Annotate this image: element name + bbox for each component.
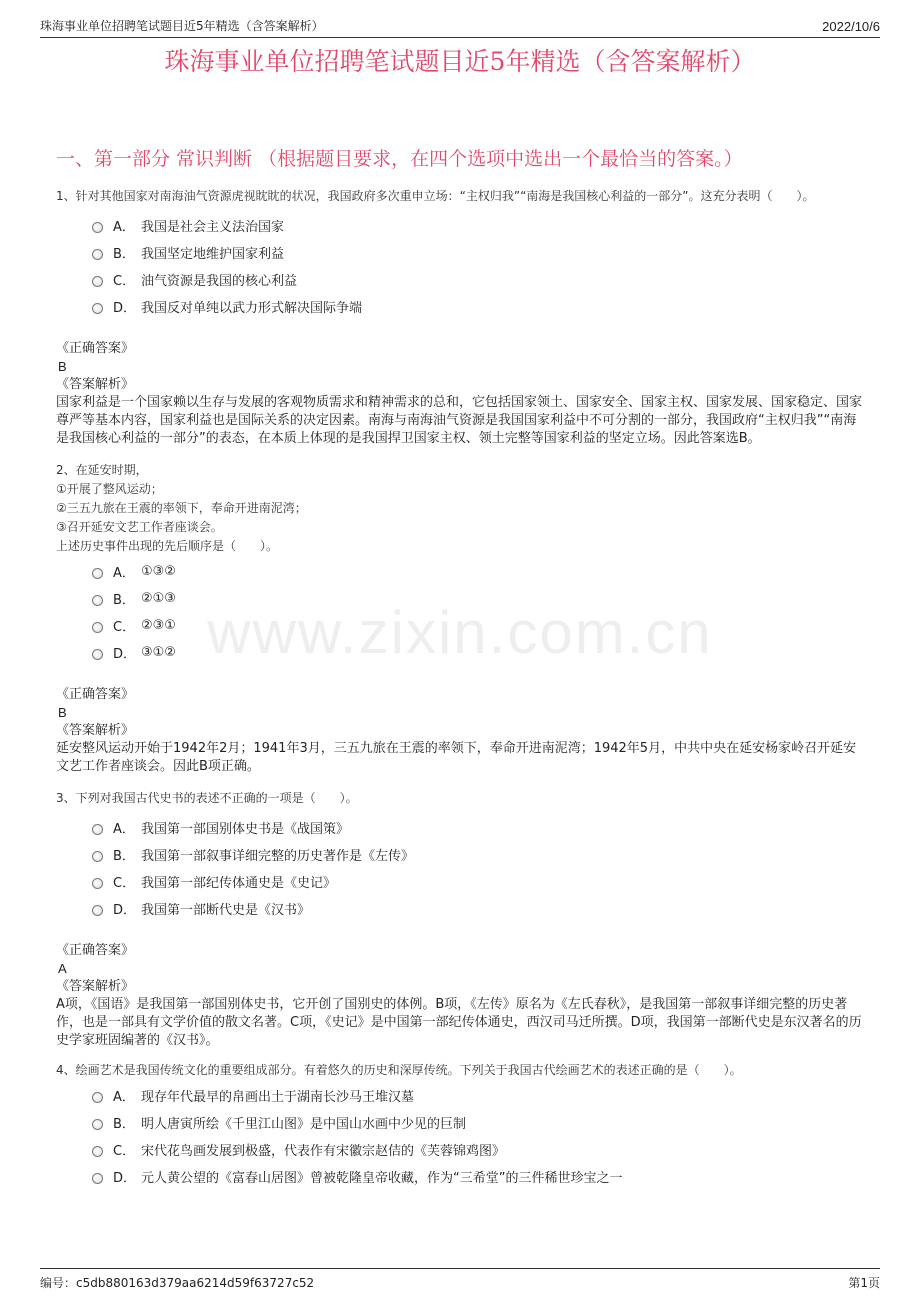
radio-icon[interactable] bbox=[92, 303, 103, 314]
answer-value: A bbox=[58, 961, 67, 976]
option-c[interactable] bbox=[92, 1136, 864, 1163]
option-text: ②①③ bbox=[141, 591, 176, 606]
question-stem: 1、针对其他国家对南海油气资源虎视眈眈的状况，我国政府多次重申立场：“主权归我”“南海是我国核心利益的一部分”。这充分表明（ ）。 bbox=[56, 189, 815, 203]
radio-icon[interactable] bbox=[92, 1173, 103, 1184]
header-date: 2022/10/6 bbox=[822, 19, 880, 34]
option-d[interactable] bbox=[92, 639, 864, 666]
option-letter: C． bbox=[113, 620, 136, 635]
option-b[interactable] bbox=[92, 1109, 864, 1136]
option-text: ①③② bbox=[141, 564, 176, 579]
radio-icon[interactable] bbox=[92, 905, 103, 916]
option-text: 油气资源是我国的核心利益 bbox=[141, 274, 298, 289]
option-text: 我国第一部叙事详细完整的历史著作是《左传》 bbox=[141, 849, 415, 864]
option-d[interactable] bbox=[92, 895, 864, 922]
option-list bbox=[92, 1082, 864, 1190]
option-text: 我国第一部纪传体通史是《史记》 bbox=[141, 876, 337, 891]
option-a[interactable] bbox=[92, 212, 864, 239]
option-text: ③①② bbox=[141, 645, 176, 660]
option-d[interactable] bbox=[92, 1163, 864, 1190]
option-list bbox=[92, 558, 864, 666]
radio-icon[interactable] bbox=[92, 622, 103, 633]
analysis-text: 国家利益是一个国家赖以生存与发展的客观物质需求和精神需求的总和，它包括国家领土、国家安全、国家主权、国家发展、国家稳定、国家尊严等基本内容，国家利益也是国际关系的决定因素。南海与南海油气资源是我国国家利益中不可分割的一部分，我国政府“主权归我”“南海是我国核心利益的一部分”的表态，在本质上体现的是我国捍卫国家主权、领土完整等国家利益的坚定立场。因此答案选B。 bbox=[56, 395, 863, 446]
option-text: 元人黄公望的《富春山居图》曾被乾隆皇帝收藏，作为“三希堂”的三件稀世珍宝之一 bbox=[141, 1171, 623, 1186]
question-2 bbox=[56, 460, 864, 776]
radio-icon[interactable] bbox=[92, 222, 103, 233]
radio-icon[interactable] bbox=[92, 276, 103, 287]
question-stem: 3、下列对我国古代史书的表述不正确的一项是（ ）。 bbox=[56, 791, 358, 805]
option-letter: D． bbox=[113, 1171, 137, 1186]
option-text: 我国第一部国别体史书是《战国策》 bbox=[141, 822, 350, 837]
analysis-text: A项，《国语》是我国第一部国别体史书，它开创了国别史的体例。B项，《左传》原名为《左氏春秋》，是我国第一部叙事详细完整的历史著作，也是一部具有文学价值的散文名著。C项，《史记》是中国第一部纪传体通史，西汉司马迁所撰。D项，我国第一部断代史是东汉著名的历史学家班固编著的《汉书》。 bbox=[56, 997, 862, 1048]
option-text: 我国反对单纯以武力形式解决国际争端 bbox=[141, 301, 363, 316]
radio-icon[interactable] bbox=[92, 595, 103, 606]
analysis-label: 《答案解析》 bbox=[56, 377, 135, 392]
question-list bbox=[56, 186, 864, 1190]
analysis-label: 《答案解析》 bbox=[56, 723, 135, 738]
option-text: ②③① bbox=[141, 618, 176, 633]
question-statements bbox=[56, 480, 864, 556]
option-text: 我国是社会主义法治国家 bbox=[141, 220, 285, 235]
radio-icon[interactable] bbox=[92, 1092, 103, 1103]
radio-icon[interactable] bbox=[92, 568, 103, 579]
statement-line: ①开展了整风运动； bbox=[56, 482, 163, 496]
option-text: 明人唐寅所绘《千里江山图》是中国山水画中少见的巨制 bbox=[141, 1117, 467, 1132]
answer-block bbox=[56, 942, 864, 1050]
page-footer bbox=[40, 1268, 880, 1291]
option-letter: B． bbox=[113, 1117, 135, 1132]
section-title: 一、第一部分 常识判断 （根据题目要求，在四个选项中选出一个最恰当的答案。） bbox=[56, 148, 743, 170]
radio-icon[interactable] bbox=[92, 649, 103, 660]
option-d[interactable] bbox=[92, 293, 864, 320]
option-letter: B． bbox=[113, 593, 135, 608]
question-stem: 4、绘画艺术是我国传统文化的重要组成部分。有着悠久的历史和深厚传统。下列关于我国古代绘画艺术的表述正确的是（ ）。 bbox=[56, 1063, 742, 1077]
question-1 bbox=[56, 186, 864, 448]
option-c[interactable] bbox=[92, 868, 864, 895]
page-number: 第1页 bbox=[848, 1276, 880, 1290]
answer-label: 《正确答案》 bbox=[56, 943, 135, 958]
option-letter: C． bbox=[113, 876, 136, 891]
question-3 bbox=[56, 788, 864, 1050]
statement-line: ③召开延安文艺工作者座谈会。 bbox=[56, 520, 223, 534]
header-title: 珠海事业单位招聘笔试题目近5年精选（含答案解析） bbox=[40, 19, 324, 33]
option-b[interactable] bbox=[92, 585, 864, 612]
question-stem: 2、在延安时期， bbox=[56, 463, 148, 477]
radio-icon[interactable] bbox=[92, 1146, 103, 1157]
option-text: 宋代花鸟画发展到极盛，代表作有宋徽宗赵佶的《芙蓉锦鸡图》 bbox=[141, 1144, 506, 1159]
question-4 bbox=[56, 1060, 864, 1190]
option-letter: C． bbox=[113, 1144, 136, 1159]
option-letter: A． bbox=[113, 220, 135, 235]
option-letter: A． bbox=[113, 822, 135, 837]
option-a[interactable] bbox=[92, 558, 864, 585]
option-text: 我国坚定地维护国家利益 bbox=[141, 247, 285, 262]
answer-block bbox=[56, 686, 864, 776]
option-text: 我国第一部断代史是《汉书》 bbox=[141, 903, 311, 918]
radio-icon[interactable] bbox=[92, 851, 103, 862]
analysis-label: 《答案解析》 bbox=[56, 979, 135, 994]
document-id: 编号：c5db880163d379aa6214d59f63727c52 bbox=[40, 1276, 315, 1290]
answer-label: 《正确答案》 bbox=[56, 341, 135, 356]
radio-icon[interactable] bbox=[92, 878, 103, 889]
option-text: 现存年代最早的帛画出土于湖南长沙马王堆汉墓 bbox=[141, 1090, 415, 1105]
option-letter: C． bbox=[113, 274, 136, 289]
option-a[interactable] bbox=[92, 1082, 864, 1109]
option-letter: A． bbox=[113, 566, 135, 581]
answer-block bbox=[56, 340, 864, 448]
radio-icon[interactable] bbox=[92, 824, 103, 835]
statement-line: 上述历史事件出现的先后顺序是（ ）。 bbox=[56, 539, 279, 553]
option-letter: A． bbox=[113, 1090, 135, 1105]
page-header bbox=[40, 12, 880, 38]
option-c[interactable] bbox=[92, 266, 864, 293]
radio-icon[interactable] bbox=[92, 249, 103, 260]
statement-line: ②三五九旅在王震的率领下，奉命开进南泥湾； bbox=[56, 501, 307, 515]
option-c[interactable] bbox=[92, 612, 864, 639]
option-letter: D． bbox=[113, 647, 137, 662]
answer-label: 《正确答案》 bbox=[56, 687, 135, 702]
option-letter: D． bbox=[113, 903, 137, 918]
option-a[interactable] bbox=[92, 814, 864, 841]
analysis-text: 延安整风运动开始于1942年2月；1941年3月，三五九旅在王震的率领下，奉命开进南泥湾；1942年5月，中共中央在延安杨家岭召开延安文艺工作者座谈会。因此B项正确。 bbox=[56, 741, 857, 774]
watermark: www.zixin.com.cn bbox=[207, 599, 713, 666]
option-list bbox=[92, 814, 864, 922]
option-b[interactable] bbox=[92, 239, 864, 266]
option-b[interactable] bbox=[92, 841, 864, 868]
option-letter: B． bbox=[113, 247, 135, 262]
radio-icon[interactable] bbox=[92, 1119, 103, 1130]
answer-value: B bbox=[58, 705, 67, 720]
document-title: 珠海事业单位招聘笔试题目近5年精选（含答案解析） bbox=[164, 47, 756, 76]
option-letter: D． bbox=[113, 301, 137, 316]
answer-value: B bbox=[58, 359, 67, 374]
option-list bbox=[92, 212, 864, 320]
option-letter: B． bbox=[113, 849, 135, 864]
